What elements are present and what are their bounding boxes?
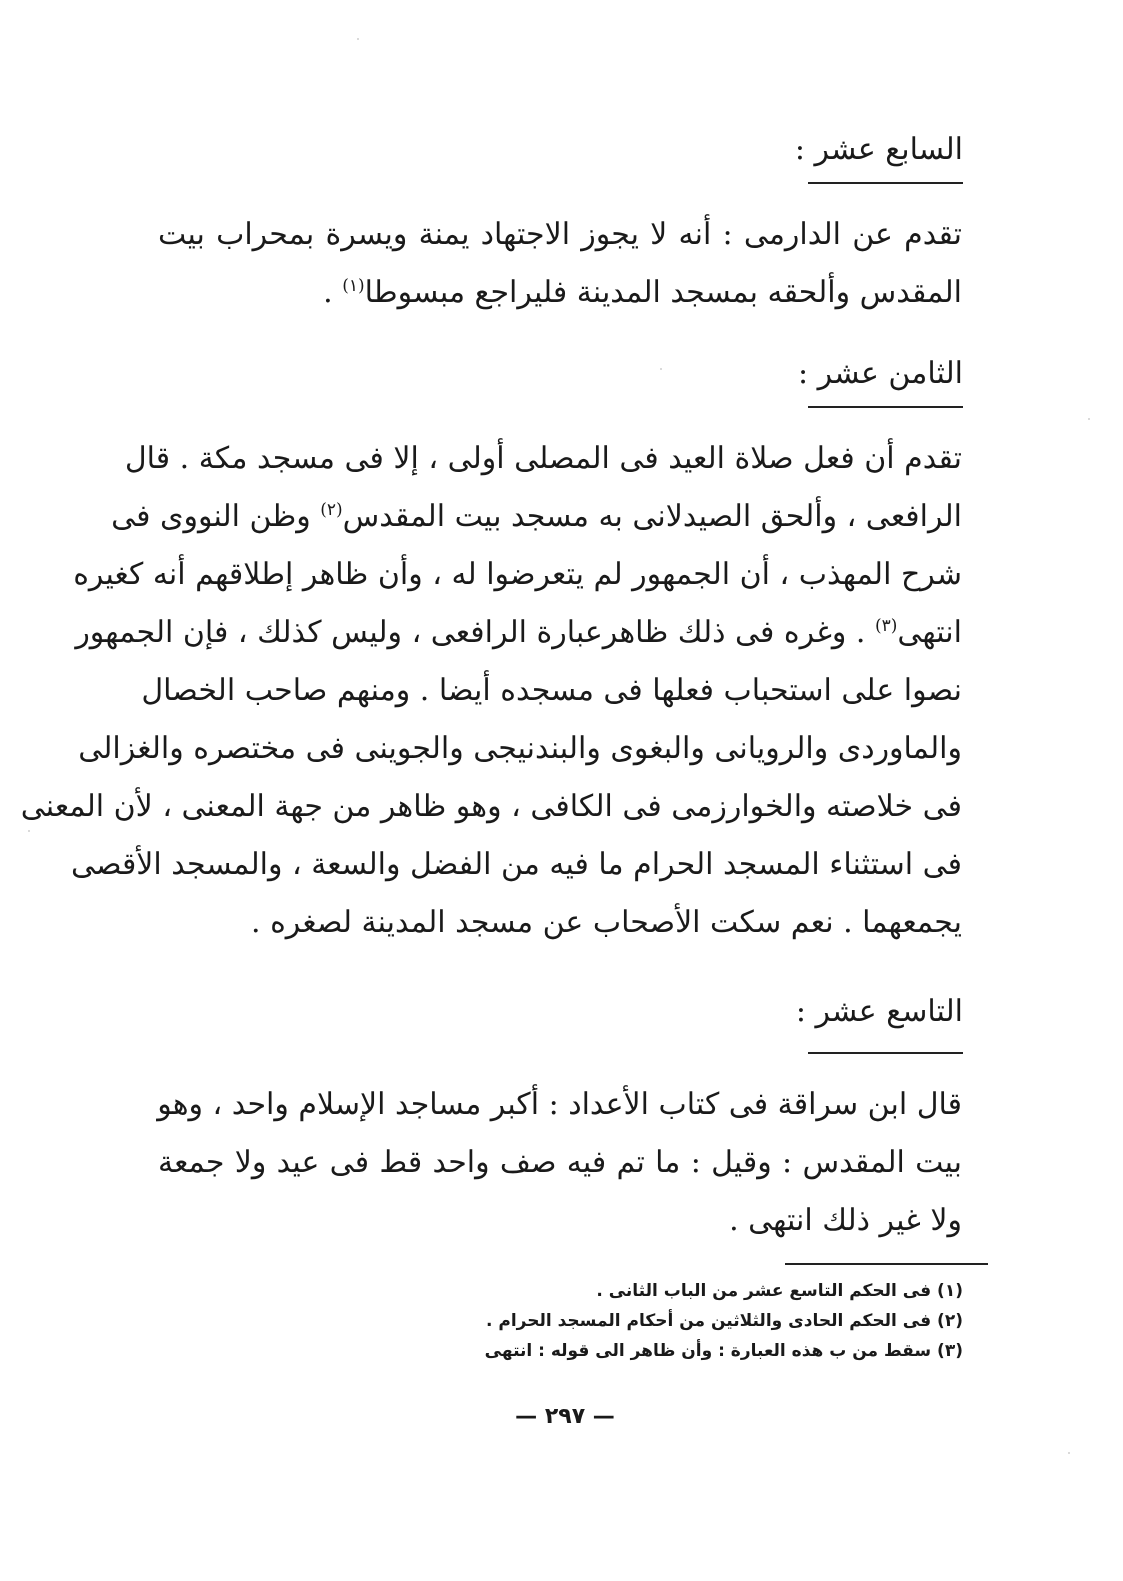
paragraph-line: بيت المقدس : وقيل : ما تم فيه صف واحد قط فى عيد ولا جمعة	[158, 1145, 962, 1180]
line-text: انتهى	[897, 615, 962, 650]
line-text: وظن النووى فى	[111, 499, 321, 534]
footnote-3: (٣) سقط من ب هذه العبارة : وأن ظاهر الى قوله : انتهى	[484, 1341, 963, 1361]
heading-underline	[808, 1052, 963, 1054]
heading-underline	[808, 406, 963, 408]
line-text: . وغره فى ذلك ظاهرعبارة الرافعى ، وليس كذلك ، فإن الجمهور	[75, 615, 875, 650]
paragraph-line: فى خلاصته والخوارزمى فى الكافى ، وهو ظاهر من جهة المعنى ، لأن المعنى	[20, 789, 962, 824]
paragraph-line: شرح المهذب ، أن الجمهور لم يتعرضوا له ، وأن ظاهر إطلاقهم أنه كغيره	[73, 557, 962, 592]
section-heading-18: الثامن عشر :	[798, 356, 963, 391]
scan-speck	[357, 38, 359, 40]
scan-speck	[1068, 1452, 1070, 1454]
paragraph-line: ولا غير ذلك انتهى .	[729, 1203, 962, 1238]
paragraph-line: قال ابن سراقة فى كتاب الأعداد : أكبر مساجد الإسلام واحد ، وهو	[157, 1087, 962, 1122]
scan-speck	[660, 368, 662, 370]
section-paragraph-17	[158, 206, 962, 322]
line-text: المقدس وألحقه بمسجد المدينة فليراجع مبسوطا	[364, 275, 962, 310]
paragraph-line: تقدم عن الدارمى : أنه لا يجوز الاجتهاد يمنة ويسرة بمحراب بيت	[158, 217, 962, 252]
footnote-marker: (١)	[342, 276, 365, 296]
line-text: .	[323, 275, 343, 310]
line-text: الرافعى ، وألحق الصيدلانى به مسجد بيت المقدس	[342, 499, 962, 534]
section-heading-17: السابع عشر :	[794, 132, 963, 167]
section-paragraph-18	[20, 430, 962, 952]
footnotes	[363, 1276, 963, 1366]
footnote-2: (٢) فى الحكم الحادى والثلاثين من أحكام المسجد الحرام .	[485, 1311, 963, 1331]
paragraph-line: والماوردى والرويانى والبغوى والبندنيجى والجوينى فى مختصره والغزالى	[78, 731, 962, 766]
footnote-marker: (٣)	[875, 616, 898, 636]
paragraph-line: تقدم أن فعل صلاة العيد فى المصلى أولى ، إلا فى مسجد مكة . قال	[124, 441, 962, 476]
paragraph-line: يجمعهما . نعم سكت الأصحاب عن مسجد المدينة لصغره .	[251, 905, 962, 940]
scan-speck	[1088, 418, 1090, 420]
scan-speck	[28, 830, 30, 832]
page-number: — ٢٩٧ —	[515, 1404, 615, 1429]
section-paragraph-19	[158, 1076, 962, 1250]
paragraph-line: نصوا على استحباب فعلها فى مسجده أيضا . ومنهم صاحب الخصال	[141, 673, 962, 708]
footnote-marker: (٢)	[320, 500, 343, 520]
section-heading-19: التاسع عشر :	[795, 994, 963, 1029]
heading-underline	[808, 182, 963, 184]
paragraph-line	[158, 264, 962, 322]
paragraph-line	[75, 604, 962, 662]
paragraph-line	[111, 488, 962, 546]
footnote-separator	[785, 1263, 988, 1265]
footnote-1: (١) فى الحكم التاسع عشر من الباب الثانى .	[596, 1281, 963, 1301]
paragraph-line: فى استثناء المسجد الحرام ما فيه من الفضل والسعة ، والمسجد الأقصى	[70, 847, 962, 882]
